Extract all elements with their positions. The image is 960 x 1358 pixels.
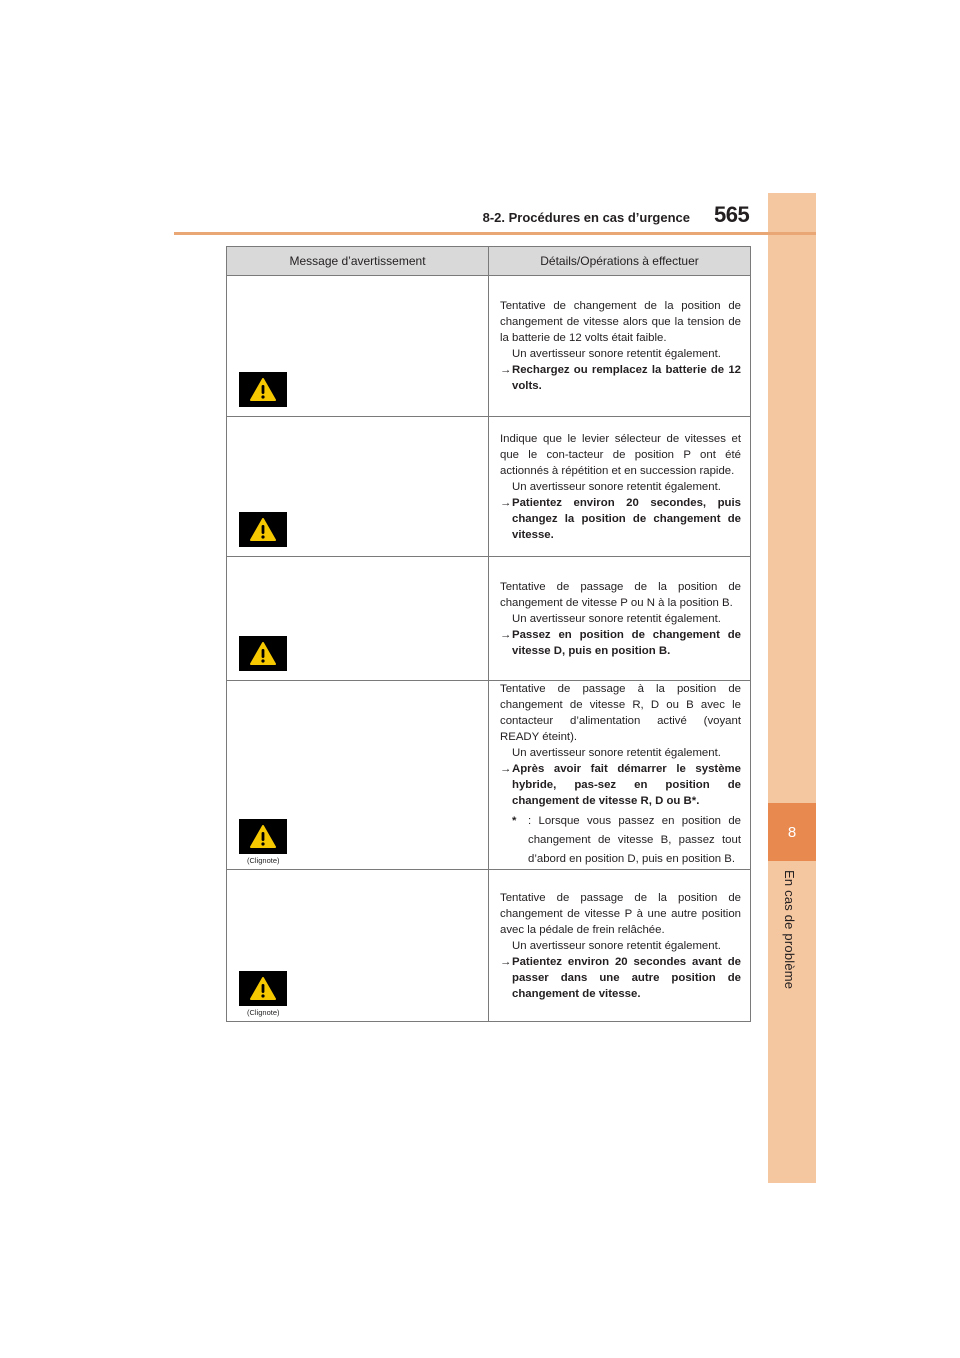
description-text: Tentative de passage de la position de changement de vitesse P ou N à la position B. xyxy=(500,580,741,609)
action-text: Passez en position de changement de vitesse D, puis en position B. xyxy=(512,628,741,657)
table-row xyxy=(227,417,751,557)
details-cell xyxy=(489,870,751,1022)
arrow-icon: → xyxy=(500,628,512,641)
arrow-icon: → xyxy=(500,496,512,509)
blinking-caption: (Clignote) xyxy=(247,856,280,865)
warning-triangle-icon xyxy=(239,819,287,854)
action-line xyxy=(500,761,741,809)
table-row xyxy=(227,870,751,1022)
action-line xyxy=(500,495,741,543)
warning-triangle-icon xyxy=(239,971,287,1006)
footnote-text: : Lorsque vous passez en position de changement de vitesse B, passez tout d’abord en position D, puis en position B. xyxy=(528,815,741,865)
action-text: Rechargez ou remplacez la batterie de 12 volts. xyxy=(512,364,741,392)
warning-triangle-icon xyxy=(239,372,287,407)
page-number: 565 xyxy=(714,202,750,227)
table-header-row xyxy=(227,247,751,276)
buzzer-text: Un avertisseur sonore retentit également. xyxy=(512,480,721,493)
footnote-mark: * xyxy=(512,815,517,827)
blinking-caption: (Clignote) xyxy=(247,1008,280,1017)
action-line xyxy=(500,627,741,659)
col-header-message: Message d’avertissement xyxy=(227,247,489,276)
warning-messages-table xyxy=(226,246,751,1022)
buzzer-text: Un avertisseur sonore retentit également. xyxy=(512,939,721,952)
warning-icon-cell xyxy=(227,870,489,1022)
description-text: Tentative de passage de la position de changement de vitesse P à une autre position avec la pédale de frein relâchée. xyxy=(500,891,741,936)
col-header-details: Détails/Opérations à effectuer xyxy=(489,247,751,276)
section-title: 8-2. Procédures en cas d’urgence xyxy=(482,210,690,225)
warning-icon-cell xyxy=(227,681,489,870)
action-text: Patientez environ 20 secondes, puis changez la position de changement de vitesse. xyxy=(512,496,741,541)
buzzer-text: Un avertisseur sonore retentit également. xyxy=(512,348,721,360)
table-row xyxy=(227,557,751,681)
warning-icon-cell xyxy=(227,417,489,557)
action-line xyxy=(500,362,741,394)
buzzer-text: Un avertisseur sonore retentit également. xyxy=(512,747,721,759)
action-text: Patientez environ 20 secondes avant de passer dans une autre position de changement de vitesse. xyxy=(512,955,741,1000)
chapter-side-tab xyxy=(768,193,816,1183)
action-text: Après avoir fait démarrer le système hybride, pas-sez en position de changement de vitesse R, D ou B*. xyxy=(512,763,741,807)
warning-triangle-icon xyxy=(239,636,287,671)
warning-icon-cell xyxy=(227,276,489,417)
description-text: Tentative de changement de la position de changement de vitesse alors que la tension de la batterie de 12 volts était faible. xyxy=(500,300,741,344)
table-row xyxy=(227,276,751,417)
buzzer-text: Un avertisseur sonore retentit également. xyxy=(512,612,721,625)
details-cell xyxy=(489,681,751,870)
warning-icon-cell xyxy=(227,557,489,681)
action-line xyxy=(500,954,741,1002)
arrow-icon: → xyxy=(500,955,512,968)
details-cell xyxy=(489,276,751,417)
details-cell xyxy=(489,417,751,557)
description-text: Tentative de passage à la position de changement de vitesse R, D ou B avec le contacteur d’alimentation activé (voyant READY éteint). xyxy=(500,683,741,743)
table-row xyxy=(227,681,751,870)
arrow-icon: → xyxy=(500,364,512,376)
header-rule xyxy=(174,232,816,235)
chapter-label: En cas de problème xyxy=(782,870,797,990)
arrow-icon: → xyxy=(500,763,512,775)
chapter-number: 8 xyxy=(768,803,816,861)
details-cell xyxy=(489,557,751,681)
warning-triangle-icon xyxy=(239,512,287,547)
description-text: Indique que le levier sélecteur de vitesses et que le con-tacteur de position P ont été actionnés à répétition et en succession rapide. xyxy=(500,432,741,477)
footnote xyxy=(500,812,741,869)
